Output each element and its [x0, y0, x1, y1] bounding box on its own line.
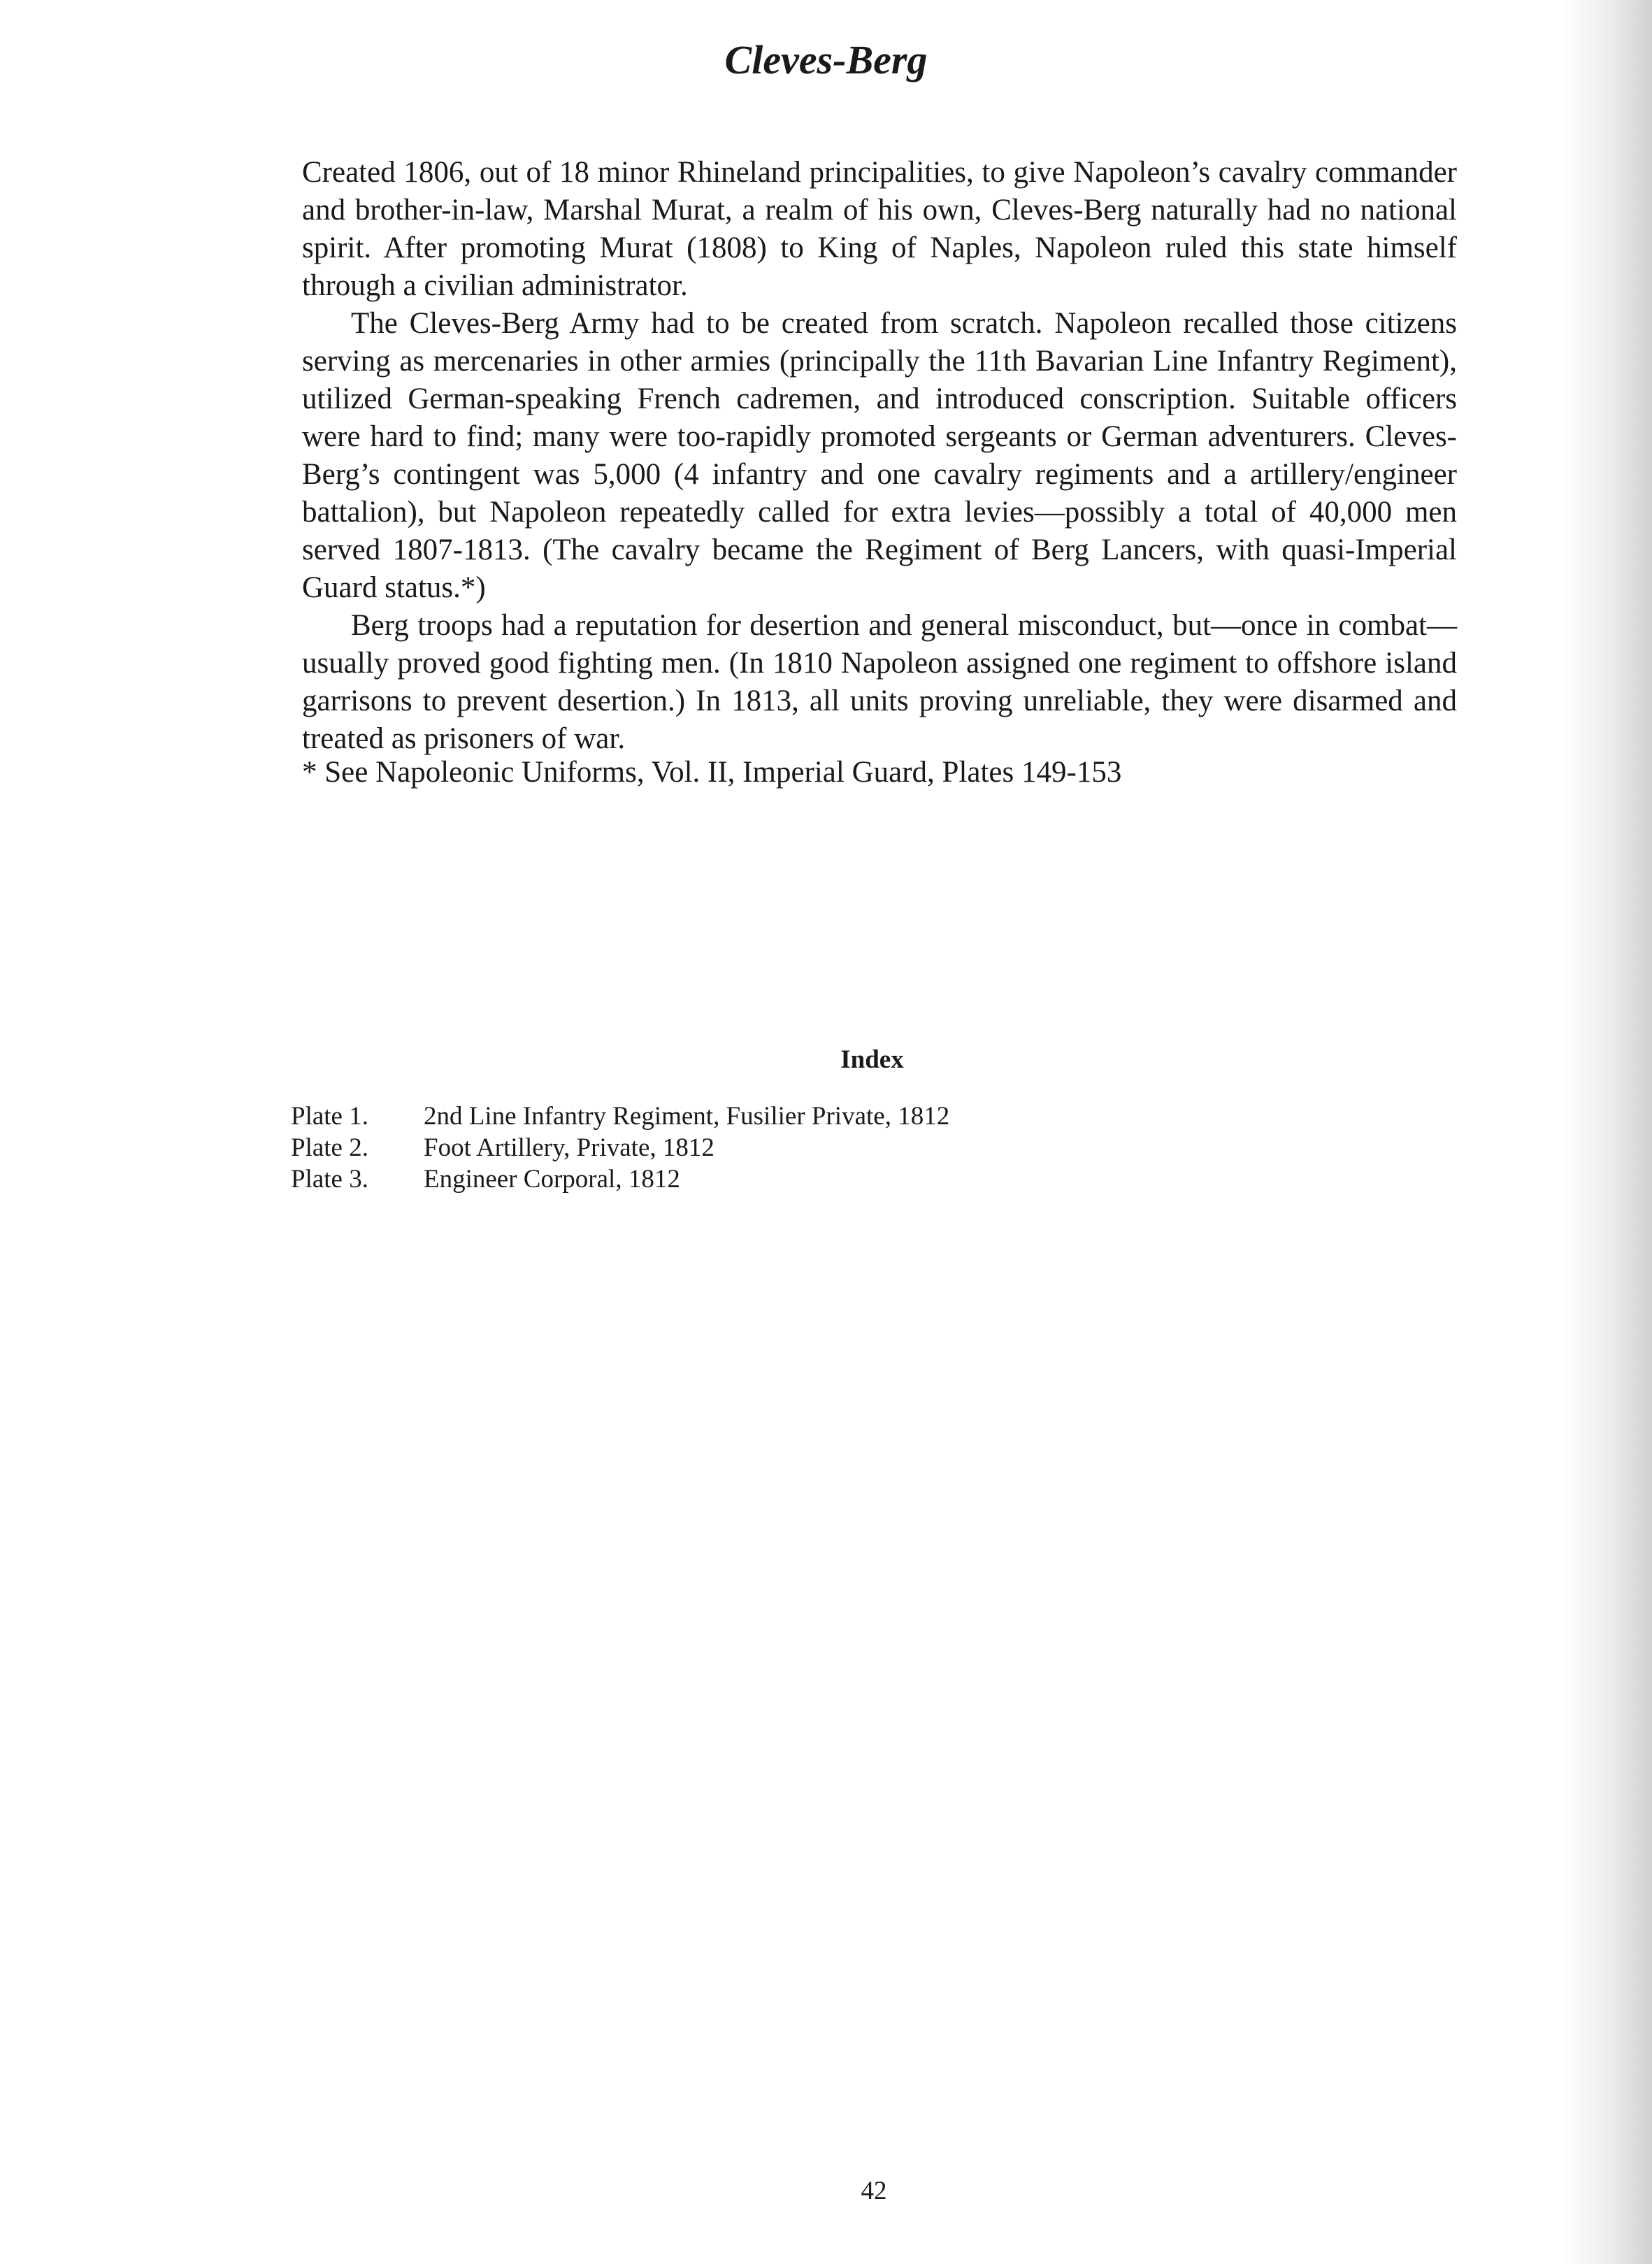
- index-entry: [291, 1132, 1270, 1163]
- plate-description: Foot Artillery, Private, 1812: [424, 1133, 714, 1162]
- page-title: Cleves-Berg: [724, 37, 928, 83]
- plate-number: Plate 2.: [291, 1133, 368, 1162]
- index-list: [291, 1101, 1270, 1195]
- index-entry: [291, 1163, 1270, 1195]
- body-text: [302, 154, 1457, 758]
- plate-number: Plate 1.: [291, 1102, 368, 1131]
- scan-edge-shadow: [1561, 0, 1652, 2264]
- plate-description: 2nd Line Infantry Regiment, Fusilier Private, 1812: [424, 1102, 950, 1131]
- plate-number: Plate 3.: [291, 1165, 368, 1194]
- page-number: 42: [861, 2177, 887, 2205]
- paragraph-2: The Cleves-Berg Army had to be created from scratch. Napoleon recalled those citizens serving as mercenaries in other armies (principally the 11th Bavarian Line Infantry Regiment), utilized German-speaking French cadremen, and introduced conscription. Suitable officers were hard to find; many were too-rapidly promoted sergeants or German adventurers. Cleves-Berg’s contingent was 5,000 (4 infantry and one cavalry regiments and a artillery/engineer battalion), but Napoleon repeatedly called for extra levies—possibly a total of 40,000 men served 1807-1813. (The cavalry became the Regiment of Berg Lancers, with quasi-Imperial Guard status.*): [302, 307, 1457, 604]
- footnote: * See Napoleonic Uniforms, Vol. II, Imperial Guard, Plates 149-153: [302, 756, 1122, 789]
- paragraph-3: Berg troops had a reputation for desertion and general misconduct, but—once in combat—usually proved good fighting men. (In 1810 Napoleon assigned one regiment to offshore island garrisons to prevent desertion.) In 1813, all units proving unreliable, they were disarmed and treated as prisoners of war.: [302, 609, 1457, 755]
- index-entry: [291, 1101, 1270, 1132]
- index-heading: Index: [840, 1045, 904, 1074]
- plate-description: Engineer Corporal, 1812: [424, 1165, 680, 1194]
- paragraph-1: Created 1806, out of 18 minor Rhineland principalities, to give Napoleon’s cavalry commander and brother-in-law, Marshal Murat, a realm of his own, Cleves-Berg naturally had no national spirit. After promoting Murat (1808) to King of Naples, Napoleon ruled this state himself through a civilian administrator.: [302, 156, 1457, 302]
